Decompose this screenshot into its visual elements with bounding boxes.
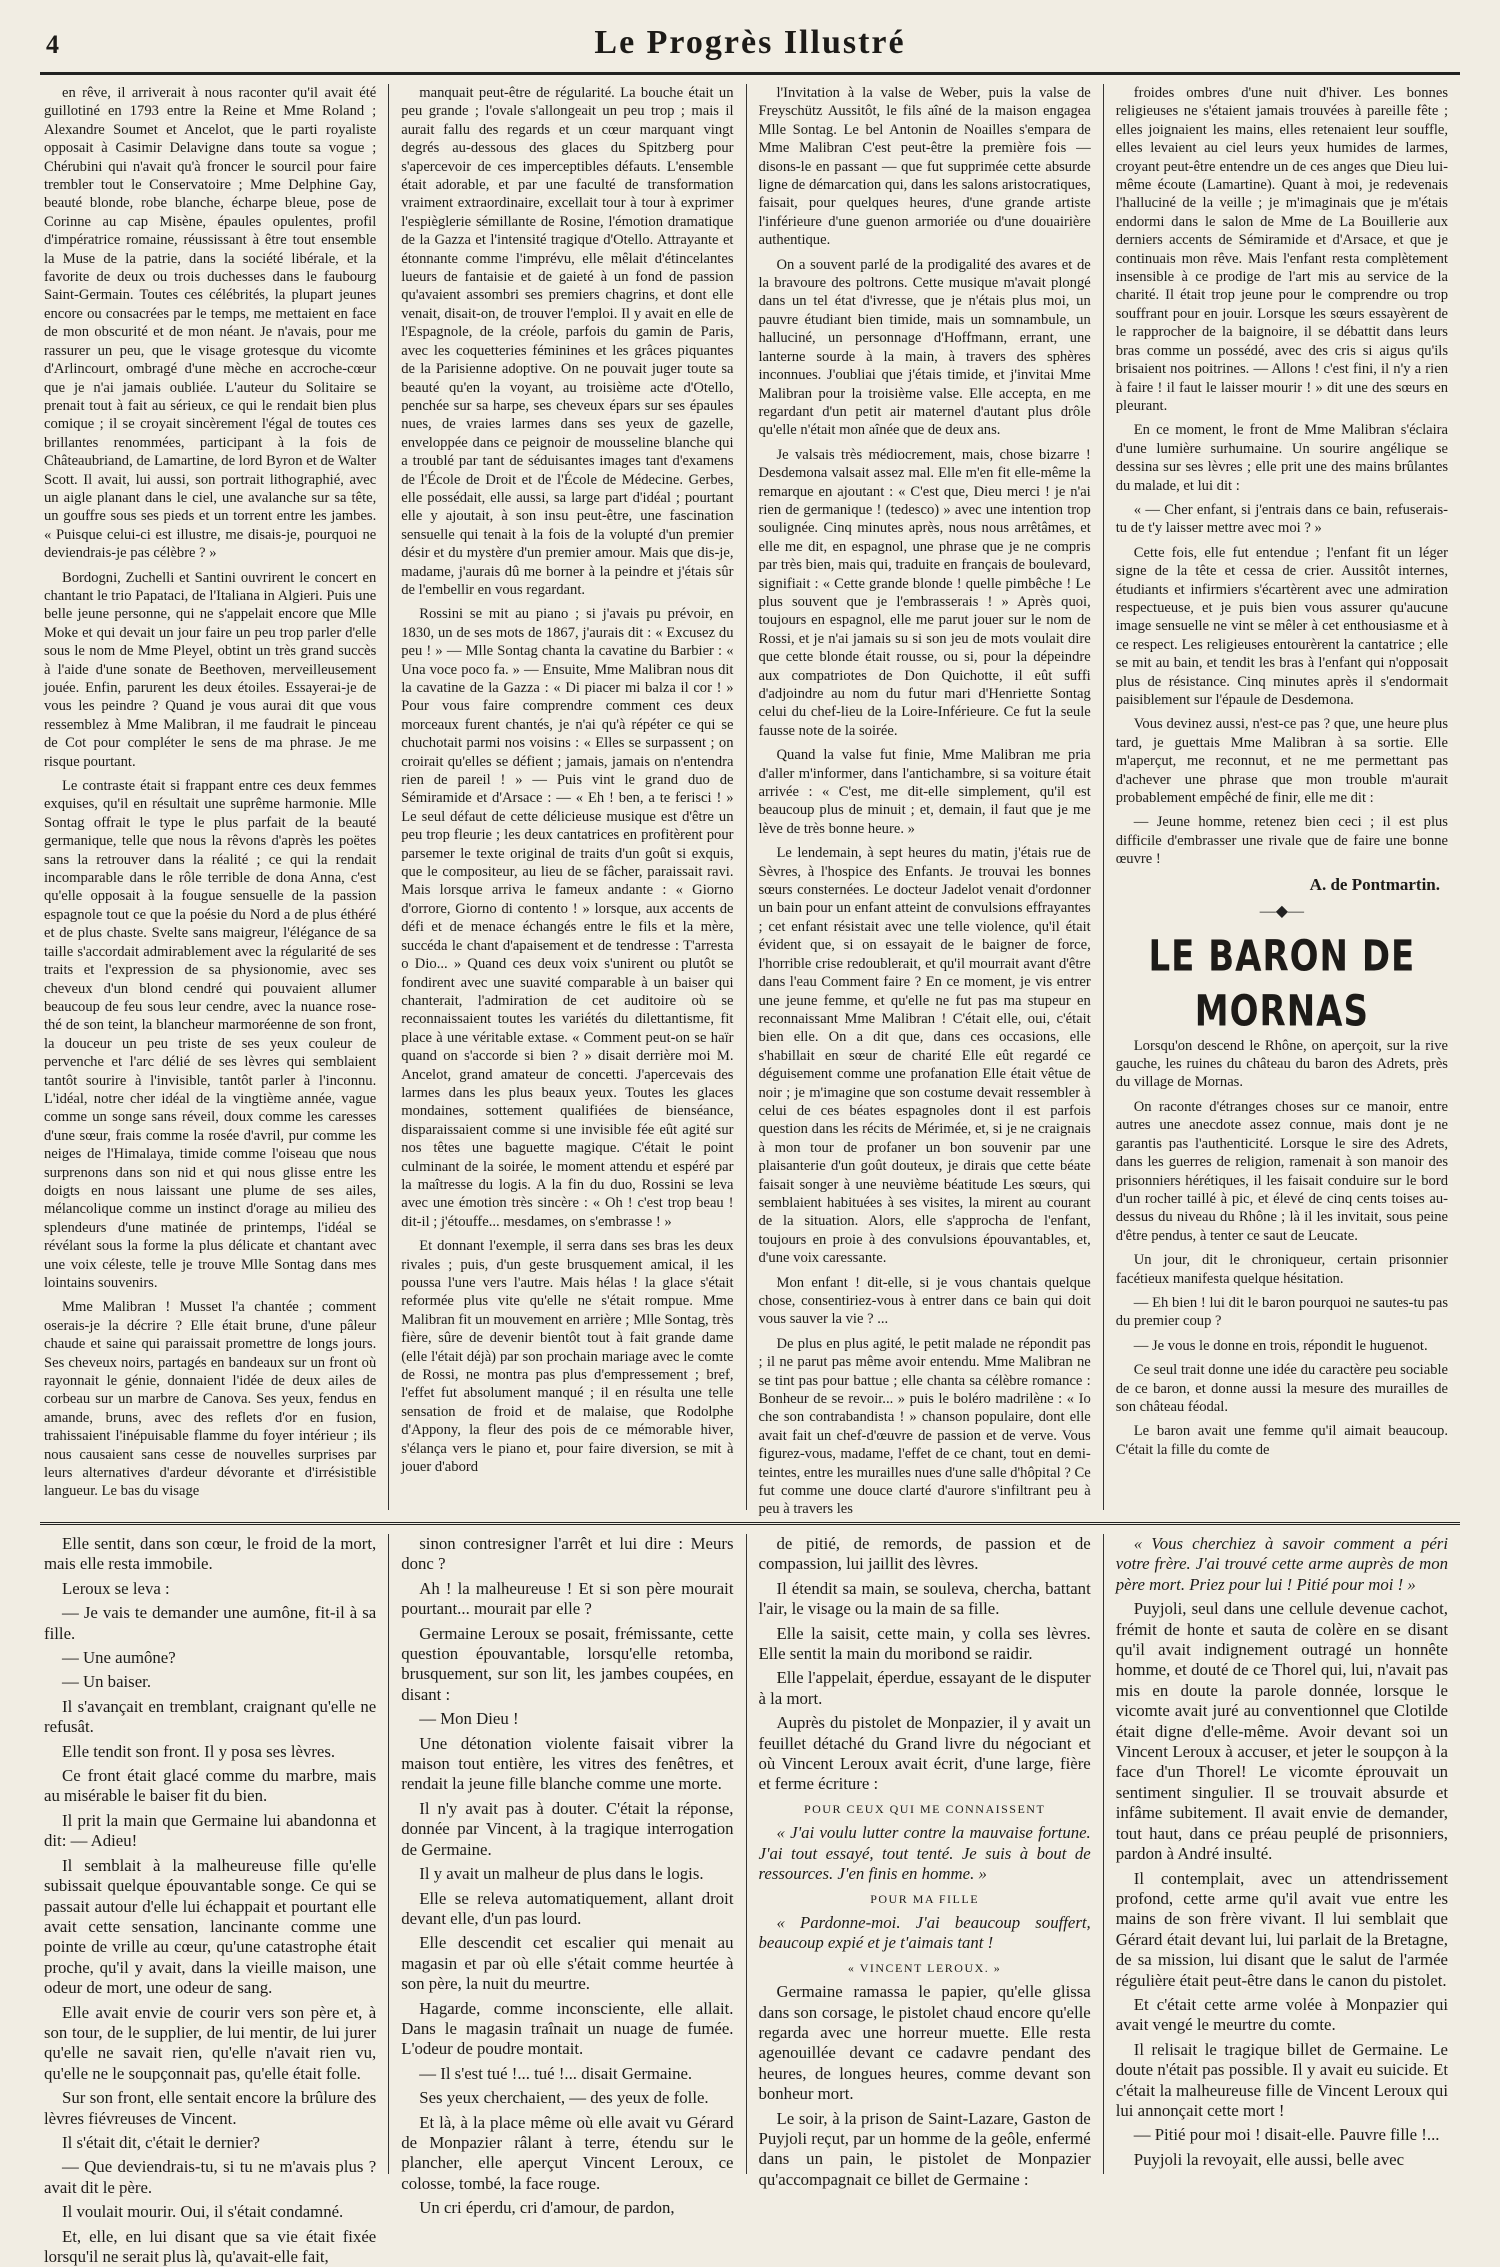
paragraph: — Mon Dieu ! bbox=[419, 1709, 519, 1729]
author-signature: A. de Pontmartin. bbox=[1309, 874, 1440, 894]
paragraph: Quand la valse fut finie, Mme Malibran me pria d'aller m'informer, dans l'antichambre, si sa voiture était arrivée : « C'est, me dit-elle simplement, qu'il est beaucoup plus de minuit ; et, demain, il faut que je me lève de très bonne heure. » bbox=[758, 747, 1091, 837]
upper-column-4 bbox=[1103, 84, 1460, 1510]
paragraph: Il relisait le tragique billet de Germaine. Le doute n'était pas possible. Il y avait eu suicide. Et c'était la malheureuse fille de Vincent Leroux qui lui annonçait cette mort ! bbox=[1115, 2039, 1448, 2120]
paragraph: en rêve, il arriverait à nous raconter qu'il avait été guillotiné en 1793 entre la Reine et Mme Roland ; Alexandre Soumet et Ancelot, que le parti royaliste opposait à Casimir Delavigne dans toute sa vogue ; Chérubini qui n'avait qu'à froncer le sourcil pour faire trembler tout le Conservatoire ; Mme Delphine Gay, beauté blonde, robe blanche, écharpe bleue, pose de Corinne au cap Misène, épaules opulentes, profil d'impératrice romaine, réussissant à être tout ensemble la Muse de la patrie, dans la société libérale, et la favorite de deux ou trois duchesses dans le faubourg Saint-Germain. Toutes ces célébrités, la plupart jeunes encore ou consacrées par le temps, me mettaient en face de mon obscurité et de mon néant. Je n'avais, pour me rassurer un peu, que le visage grotesque du vicomte d'Arlincourt, ombragé d'une mèche en accroche-cœur que je n'ai jamais oubliée. L'auteur du Solitaire se prenait tout à fait au sérieux, ce qui le rendait bien plus comique ; il se croyait sincèrement l'égal de toutes ces brillantes renommées, participant à la fois de Châteaubriand, de Lamartine, de lord Byron et de Walter Scott. Il avait, lui aussi, son portrait lithographié, avec un aigle planant dans le ciel, une avalanche sur sa tête, un gouffre sous ses pieds et un torrent entre les jambes. « Puisque celui-ci est illustre, me disais-je, pourquoi ne deviendrais-je pas célèbre ? » bbox=[44, 85, 377, 562]
paragraph: « J'ai voulu lutter contre la mauvaise fortune. J'ai tout essayé, tout tenté. Je suis à bout de ressources. J'en finis en homme. » bbox=[758, 1823, 1091, 1884]
paragraph: Vous devinez aussi, n'est-ce pas ? que, une heure plus tard, je guettais Mme Malibran à sa sortie. Elle m'aperçut, me reconnut, et ne me permettant pas d'achever une phrase que mon trouble m'aurait probablement empêché de finir, elle me dit : bbox=[1115, 716, 1448, 807]
upper-column-3 bbox=[746, 84, 1103, 1518]
serial-column-2 bbox=[388, 1534, 745, 2218]
paragraph: Et c'était cette arme volée à Monpazier qui avait vengé le meurtre du comte. bbox=[1115, 1994, 1448, 2035]
paragraph: Et, elle, en lui disant que sa vie était fixée lorsqu'il ne serait plus là, qu'avait-elle fait, bbox=[44, 2226, 377, 2266]
paragraph: Il s'était dit, c'était le dernier? bbox=[62, 2132, 261, 2152]
paragraph: POUR MA FILLE bbox=[870, 1891, 980, 1906]
serial-column-4 bbox=[1103, 1534, 1460, 2174]
paragraph: Bordogni, Zuchelli et Santini ouvrirent le concert en chantant le trio Papataci, de l'Italiana in Algieri. Puis une belle jeune personne, qui ne s'appelait encore que Mlle Moke et qui devait un jour faire un peu trop parler d'elle sous le nom de Mme Pleyel, obtint un très grand succès à l'aide d'une sonate de Beethoven, merveilleusement jouée. Enfin, parurent les deux étoiles. Essayerai-je de vous les peindre ? Quand je vous aurai dit que vous ressemblez à Mme Malibran, il me faudrait le pinceau de Cot pour compléter le sens de ma phrase. Je me risque pourtant. bbox=[44, 569, 377, 770]
paragraph: Il semblait à la malheureuse fille qu'elle subissait quelque épouvantable songe. Ce qui se passait autour d'elle lui échappait et pourtant elle avait cette sensation, lancinante comme une pointe de vrille au cœur, qu'une catastrophe était proche, qu'il y avait, dans la vieille maison, une odeur de mort, une odeur de sang. bbox=[44, 1855, 377, 1998]
paragraph: Il voulait mourir. Oui, il s'était condamné. bbox=[62, 2202, 344, 2222]
paragraph: Puyjoli la revoyait, elle aussi, belle avec bbox=[1133, 2149, 1405, 2169]
paragraph: Elle se releva automatiquement, allant droit devant elle, d'un pas lourd. bbox=[401, 1888, 734, 1928]
paragraph: Une détonation violente faisait vibrer la maison tout entière, les vitres des fenêtres, et rendait la jeune fille blanche comme une morte. bbox=[401, 1733, 734, 1794]
paragraph: Je valsais très médiocrement, mais, chose bizarre ! Desdemona valsait assez mal. Elle m'en fit elle-même la remarque en ajoutant : « C'est que, Dieu merci ! je n'ai rien de germanique ! (tedesco) » avec une intention trop soulignée. Cinq minutes après, nous nous arrêtâmes, et elle me dit, en espagnol, une phrase que je ne compris par très bien, mais qui, traduite en français de boulevard, signifiait : « Cette grande blonde ! quelle pimbêche ! Le plus souvent que je l'embrasserais ! » Après quoi, toujours en espagnol, elle me parut jouer sur le nom de Rossi, et je n'ai jamais su si son jeu de mots voulait dire que cette blonde était rousse, ou si, pour la dépeindre aux compatriotes de Don Quichotte, il eût suffi d'adjoindre au nom du futur mari d'Henriette Sontag celui du chef-lieu de la Loire-Inférieure. Ce fut la seule fausse note de la soirée. bbox=[758, 446, 1091, 739]
paragraph: — Il s'est tué !... tué !... disait Germaine. bbox=[419, 2063, 693, 2083]
paragraph: Il contemplait, avec un attendrissement profond, cette arme qu'il avait vue entre les mains de son frère vivant. Il lui semblait que Gérard était devant lui, lui parlait de la Bretagne, de sa mission, lui disant que le salut de l'armée régulière était peut-être dans le canon du pistolet. bbox=[1115, 1868, 1448, 1990]
upper-article-columns bbox=[40, 84, 1460, 1518]
paragraph: Elle l'appelait, éperdue, essayant de le disputer à la mort. bbox=[758, 1668, 1091, 1708]
paragraph: Il étendit sa main, se souleva, chercha, battant l'air, le visage ou la main de sa fille. bbox=[758, 1578, 1091, 1619]
paragraph: Il n'y avait pas à douter. C'était la réponse, donnée par Vincent, à la tragique interrogation de Germaine. bbox=[401, 1798, 734, 1859]
paragraph: de pitié, de remords, de passion et de compassion, lui jaillit des lèvres. bbox=[758, 1534, 1091, 1574]
paragraph: « Pardonne-moi. J'ai beaucoup souffert, beaucoup expié et je t'aimais tant ! bbox=[758, 1912, 1091, 1953]
paragraph: On raconte d'étranges choses sur ce manoir, entre autres une anecdote assez connue, mais dont je ne garantis pas l'authenticité. Lorsque le sire des Adrets, dans les guerres de religion, ramenait à son manoir des prisonniers hérétiques, il les faisait conduire sur le bord d'un rocher taillé à pic, et élevé de cinq cents toises au-dessus du niveau du Rhône ; là il les invitait, sous peine d'être pendus, à tenter ce saut de Leucate. bbox=[1115, 1098, 1448, 1244]
paragraph: Un jour, dit le chroniqueur, certain prisonnier facétieux manifesta quelque hésitation. bbox=[1115, 1252, 1448, 1287]
paragraph: Il prit la main que Germaine lui abandonna et dit: — Adieu! bbox=[44, 1810, 377, 1851]
serial-column-3 bbox=[746, 1534, 1103, 2189]
paragraph: « Vous cherchiez à savoir comment a péri votre frère. J'ai trouvé cette arme auprès de mon père mort. Priez pour lui ! Pitié pour moi ! » bbox=[1115, 1534, 1448, 1594]
paragraph: — Je vais te demander une aumône, fit-il à sa fille. bbox=[44, 1603, 377, 1643]
paragraph: — Pitié pour moi ! disait-elle. Pauvre fille !... bbox=[1133, 2125, 1440, 2145]
paragraph: Le soir, à la prison de Saint-Lazare, Gaston de Puyjoli reçut, par un homme de la geôle, enfermé dans un pain, le pistolet de Monpazier qu'accompagnait ce billet de Germaine : bbox=[758, 2108, 1091, 2189]
upper-column-2 bbox=[388, 84, 745, 1510]
paragraph: Auprès du pistolet de Monpazier, il y avait un feuillet détaché du Grand livre du négociant et où Vincent Leroux avait écrit, d'une large, fière et ferme écriture : bbox=[758, 1713, 1091, 1794]
paragraph: Mme Malibran ! Musset l'a chantée ; comment oserais-je la décrire ? Elle était brune, d'une pâleur chaude et saine qui paraissait promettre de longs jours. Ses cheveux noirs, partagés en bandeaux sur un front où rayonnait le génie, donnaient l'idée de deux ailes de corbeau sur un marbre de Canova. Ses yeux, fendus en amande, bruns, avec des reflets d'or en fusion, trahissaient l'inépuisable flamme du foyer intérieur ; ils nous causaient sans cesse de nouvelles surprises par leurs alternatives d'ardeur dévorante et d'irrésistible langueur. Le bas du visage bbox=[44, 1299, 377, 1500]
paragraph: POUR CEUX QUI ME CONNAISSENT bbox=[803, 1801, 1046, 1816]
paragraph: Elle avait envie de courir vers son père et, à son tour, de le supplier, de lui mentir, de lui jurer qu'elle ne savait rien, qu'elle n'avait rien vu, qu'elle ne le soupçonnait pas, qu'elle était folle. bbox=[44, 2002, 377, 2083]
newspaper-title: Le Progrès Illustré bbox=[594, 24, 906, 61]
paragraph: Lorsqu'on descend le Rhône, on aperçoit, sur la rive gauche, les ruines du château du baron des Adrets, près du village de Mornas. bbox=[1115, 1037, 1448, 1091]
paragraph: Elle la saisit, cette main, y colla ses lèvres. Elle sentit la main du moribond se raidir. bbox=[758, 1623, 1091, 1664]
paragraph: Ce seul trait donne une idée du caractère peu sociable de ce baron, et donne aussi la mesure des murailles de son château féodal. bbox=[1115, 1362, 1448, 1415]
section-ornament: —◆— bbox=[1259, 902, 1305, 920]
paragraph: Le lendemain, à sept heures du matin, j'étais rue de Sèvres, à l'hospice des Enfants. Je trouvai les bonnes sœurs consternées. Le docteur Jadelot venait d'ordonner un bain pour un enfant atteint de convulsions effrayantes ; cet enfant résistait avec une telle violence, qu'il était évident que, si on essayait de le baigner de force, l'horrible crise redoublerait, et qu'il mourrait avant d'être dans l'eau Comment faire ? En ce moment, je vis entrer une jeune femme, et qu'elle ne fut pas ma stupeur en reconnaissant Mme Malibran ! C'était elle, oui, c'était bien elle. On a dit que, dans ces occasions, elle s'habillait en sœur de charité Elle eût regardé ce déguisement comme une profanation Elle était vêtue de noir ; je m'imagine que son costume devait ressembler à celui de ces béates espagnoles dont il est parfois question dans les récits de Mérimée, et, si je ne craignais à mon tour de profaner un bon souvenir par une plaisanterie d'un goût douteux, je dirais que cette béate faisait songer à une neuvième béatitude Les sœurs, qui semblaient habituées à ses visites, la mirent au courant de la situation. Alors, elle s'approcha de l'enfant, toujours en proie à des convulsions épouvantables, et, d'une voix caressante. bbox=[758, 845, 1091, 1267]
paragraph: Germaine Leroux se posait, frémissante, cette question épouvantable, lorsqu'elle retomba, brusquement, sur son lit, les jambes coupées, en disant : bbox=[401, 1623, 734, 1704]
paragraph: « VINCENT LEROUX. » bbox=[847, 1960, 1002, 1975]
paragraph: Hagarde, comme inconsciente, elle allait. Dans le magasin traînait un nuage de fumée. L'odeur de poudre montait. bbox=[401, 1998, 734, 2059]
paragraph: Et là, à la place même où elle avait vu Gérard de Monpazier râlant à terre, étendu sur le plancher, elle aperçut Vincent Leroux, ce colosse, tombé, la face rouge. bbox=[401, 2112, 734, 2193]
paragraph: Et donnant l'exemple, il serra dans ses bras les deux rivales ; puis, d'un geste brusquement amical, il les poussa l'une vers l'autre. Mais hélas ! la glace s'était reformée plus vite qu'elle ne s'était rompue. Mme Malibran fit un mouvement en arrière ; Mlle Sontag, très fière, sûre de devenir bientôt tout à fait grande dame (elle l'était déjà) par son prochain mariage avec le comte de Rossi, ne montra pas plus d'empressement ; bref, l'effet fut absolument manqué ; il en résulta une telle sensation de froid et de malaise, que Rodolphe d'Appony, la fleur des pois de ce mémorable hiver, s'élança vers le piano et, pour faire diversion, se mit à jouer d'abord bbox=[401, 1238, 734, 1476]
serial-column-1 bbox=[40, 1534, 388, 2266]
paragraph: Ses yeux cherchaient, — des yeux de folle. bbox=[419, 2088, 709, 2108]
paragraph: Leroux se leva : bbox=[62, 1578, 170, 1598]
paragraph: Mon enfant ! dit-elle, si je vous chantais quelque chose, consentiriez-vous à entrer dans ce bain qui doit vous sauver la vie ? ... bbox=[758, 1274, 1091, 1328]
paragraph: De plus en plus agité, le petit malade ne répondit pas ; il ne parut pas même avoir entendu. Mme Malibran ne se tint pas pour battue ; elle chanta sa célèbre romance : Bonheur de se revoir... » puis le boléro madrilène : « Io che son contrabandista ! » chanson populaire, dont elle avait fait un chef-d'œuvre de passion et de verve. Vous figurez-vous, madame, l'effet de ce chant, tout en demi-teintes, entre les murailles nues d'une salle d'hôpital ? Ce fut comme une douce clarté d'aurore s'infiltrant peu à peu à travers les bbox=[758, 1335, 1091, 1518]
paragraph: Germaine ramassa le papier, qu'elle glissa dans son corsage, le pistolet chaud encore qu'elle regarda avec une horreur muette. Elle resta agenouillée devant ce cadavre pendant des heures, de longues heures, comme devant son bonheur mort. bbox=[758, 1982, 1091, 2104]
paragraph: Elle descendit cet escalier qui menait au magasin et par où elle s'était comme heurtée à son père, la nuit du meurtre. bbox=[401, 1933, 734, 1994]
paragraph: l'Invitation à la valse de Weber, puis la valse de Freyschütz Aussitôt, le fils aîné de la maison engagea Mlle Sontag. Le bel Antonin de Noailles s'empara de Mme Malibran C'est peut-être la première fois — disons-le en passant — que fut supprimée cette absurde ligne de démarcation qui, dans les salons aristocratiques, faisait, pour quelques heures, d'une grande artiste l'inférieure d'une guenon armoriée ou d'une douairière authentique. bbox=[758, 85, 1091, 249]
paragraph: « — Cher enfant, si j'entrais dans ce bain, refuserais-tu de t'y laisser mettre avec moi ? » bbox=[1115, 501, 1448, 537]
paragraph: — Que deviendrais-tu, si tu ne m'avais plus ? avait dit le père. bbox=[44, 2157, 377, 2197]
paragraph: Cette fois, elle fut entendue ; l'enfant fit un léger signe de la tête et cessa de crier. Aussitôt internes, étudiants et infirmiers s'écartèrent avec une admiration respectueuse, et je puis bien vous assurer qu'aucune image sensuelle ne vint se mêler à cet enthousiasme et à ce respect. Les religieuses entourèrent la cantatrice ; elle se mit au bain, et tendit les bras à l'enfant qui n'opposait plus de résistance. Cinq minutes après il s'endormait paisiblement sur l'épaule de Desdemona. bbox=[1115, 544, 1448, 708]
serial-columns bbox=[40, 1534, 1460, 2266]
header-rule bbox=[40, 72, 1460, 75]
paragraph: Elle tendit son front. Il y posa ses lèvres. bbox=[62, 1741, 336, 1761]
paragraph: — Une aumône? bbox=[62, 1648, 176, 1668]
story-title: LE BARON DE MORNAS bbox=[1148, 931, 1416, 1037]
paragraph: Le baron avait une femme qu'il aimait beaucoup. C'était la fille du comte de bbox=[1115, 1423, 1448, 1458]
paragraph: Ah ! la malheureuse ! Et si son père mourait pourtant... mourait par elle ? bbox=[401, 1578, 734, 1619]
paragraph: — Un baiser. bbox=[62, 1672, 152, 1692]
paragraph: manquait peut-être de régularité. La bouche était un peu grande ; l'ovale s'allongeait un peu trop ; mais il aurait fallu des regards et un cœur marquant vingt degrés au-dessous des glaces du Spitzberg pour s'apercevoir de ces imperceptibles défauts. L'ensemble était adorable, et par une faculté de transformation vraiment extraordinaire, excellait tour à tour à exprimer l'espièglerie sémillante de Rosine, l'émotion dramatique de la Gazza et l'intensité tragique d'Otello. Attrayante et étonnante comme l'imprévu, elle mêlait d'étincelantes lueurs de fantaisie et de gaieté à un fond de passion qu'avaient assombri ses premiers chagrins, et dont elle venait, disait-on, de trouver l'emploi. Il y avait en elle de l'Espagnole, de la créole, parfois du gamin de Paris, avec les coquetteries féminines et les grâces piquantes de la Parisienne adoptive. On ne pouvait juger toute sa beauté qu'en la voyant, au troisième acte d'Otello, penchée sur sa harpe, ses cheveux épars sur ses épaules nues, de vraies larmes dans ses yeux de gazelle, enveloppée dans ce peignoir de mousseline blanche qui a troublé par tant de séduisantes images tant d'examens de l'École de Droit et de l'École de Médecine. Gerbes, elle possédait, elle aussi, sa large part d'idéal ; pourtant elle y ajoutait, à son insu peut-être, une fascination sensuelle qui tenait à la fois de la volupté d'un premier désir et du mystère d'un premier amour. Mais que dis-je, madame, j'aurais dû me borner à la peindre et j'étais sûr de l'embellir en vous regardant. bbox=[401, 85, 734, 598]
paragraph: Il s'avançait en tremblant, craignant qu'elle ne refusât. bbox=[44, 1696, 377, 1737]
page-header bbox=[40, 22, 1460, 68]
paragraph: Puyjoli, seul dans une cellule devenue cachot, frémit de honte et sauta de colère en se disant qu'il avait indignement outragé un honnête homme, et douté de ce Thorel qui, lui, n'avait pas mis en doute la parole donnée, lorsque le vicomte avait juré au conventionnel que Clotilde était digne d'elle-même. Avoir devant soi un Vincent Leroux à accuser, et jeter le soupçon à la face d'un Thorel! Le vicomte éprouvait un sentiment singulier. Il se trouvait absurde et infâme subitement. Il avait envie de demander, tout haut, dans ce préau peuplé de prisonniers, pardon à André insulté. bbox=[1115, 1599, 1448, 1864]
paragraph: Elle sentit, dans son cœur, le froid de la mort, mais elle resta immobile. bbox=[44, 1534, 377, 1574]
paragraph: Sur son front, elle sentait encore la brûlure des lèvres fiévreuses de Vincent. bbox=[44, 2088, 377, 2128]
paragraph: Il y avait un malheur de plus dans le logis. bbox=[419, 1864, 704, 1884]
story-text bbox=[1116, 1037, 1448, 1460]
paragraph: Le contraste était si frappant entre ces deux femmes exquises, qu'il en résultait une suprême harmonie. Mlle Sontag offrait le type le plus parfait de la beauté germanique, telle que nous la rêvons d'après les poëtes sans la retrouver dans la réalité ; ce qui la rendait incomparable dans le rôle terrible de dona Anna, c'est qu'elle opposait à la fougue sensuelle de la passion espagnole tout ce que la poésie du Nord a de plus éthéré et de plus chaste. Svelte sans maigreur, l'élégance de sa taille s'accordait admirablement avec la régularité de ses traits et l'expression de sa physionomie, avec ses cheveux d'un blond cendré qui pouvaient allumer beaucoup de feu sous leur cendre, avec la nuance rose-thé de son teint, la blancheur marmoréenne de son front, la douceur un peu triste de ses yeux couleur de pervenche et l'arc délié de ses lèvres qui semblaient tantôt sourire à l'invisible, tantôt parler à l'inconnu. L'idéal, notre cher idéal de la vingtième année, vague comme un songe sans réveil, doux comme les caresses d'une sœur, frais comme la rosée d'avril, pur comme les neiges de l'Himalaya, timide comme l'oiseau que nous surprenons dans son nid et qui nous glisse entre les doigts en nous laissant une plume de ses ailes, mélancolique comme un instinct d'orage au milieu des splendeurs d'une matinée de printemps, l'idéal se révélant sous la forme la plus délicate et chantant avec une voix céleste, telle je trouve Mlle Sontag dans mes lointains souvenirs. bbox=[44, 778, 377, 1291]
paragraph: En ce moment, le front de Mme Malibran s'éclaira d'une lumière surhumaine. Un sourire angélique se dessina sur ses lèvres ; elle prit une des mains brûlantes du malade, et lui dit : bbox=[1115, 422, 1448, 494]
paragraph: — Je vous le donne en trois, répondit le huguenot. bbox=[1133, 1337, 1428, 1354]
paragraph: — Jeune homme, retenez bien ceci ; il est plus difficile d'embrasser une rivale que de faire une bonne œuvre ! bbox=[1115, 814, 1448, 868]
paragraph: — Eh bien ! lui dit le baron pourquoi ne sautes-tu pas du premier coup ? bbox=[1115, 1294, 1448, 1330]
column-4-text bbox=[1116, 84, 1448, 869]
serial-divider bbox=[40, 1522, 1460, 1525]
paragraph: Un cri éperdu, cri d'amour, de pardon, bbox=[419, 2198, 675, 2218]
paragraph: froides ombres d'une nuit d'hiver. Les bonnes religieuses ne s'étaient jamais trouvées à pareille fête ; elles joignaient les mains, elles retenaient leur souffle, elles levaient au ciel leurs yeux humides de larmes, croyant peut-être entendre un de ces anges que Dieu lui-même écoute (Lamartine). Quant à moi, je redevenais l'halluciné de la veille ; je m'imaginais que je m'étais endormi dans le salon de Mme de La Bouillerie aux derniers accents de Sémiramide et d'Arsace, et que je continuais mon rêve. Mais l'enfant resta complètement insensible à ce prodige de l'art mis au service de la charité. Il était trop jeune pour le comprendre ou trop souffrant pour en jouir. Lorsque les sœurs essayèrent de le rapprocher de la baignoire, il se débattit dans leurs bras comme un possédé, avec des cris si aigus qu'ils brisaient nos poitrines. — Allons ! c'est fini, il n'y a rien à faire ! il faut le laisser mourir ! » dit une des sœurs en pleurant. bbox=[1115, 85, 1448, 414]
paragraph: sinon contresigner l'arrêt et lui dire : Meurs donc ? bbox=[401, 1534, 734, 1574]
page-number: 4 bbox=[46, 30, 59, 59]
upper-column-1 bbox=[40, 84, 388, 1510]
paragraph: Ce front était glacé comme du marbre, mais au misérable le baiser fit du bien. bbox=[44, 1766, 377, 1806]
paragraph: Rossini se mit au piano ; si j'avais pu prévoir, en 1830, un de ses mots de 1867, j'aurais dit : « Excusez du peu ! » — Mlle Sontag chanta la cavatine du Barbier : « Una voce poco fa. » — Ensuite, Mme Malibran nous dit la cavatine de la Gazza : « Di piacer mi balza il cor ! » Pour vous faire comprendre comment ces deux morceaux furent chantés, je n'ai qu'à répéter ce qui se chuchotait parmi nos voisins : « Elles se surpassent ; on croirait qu'elles se défient ; jamais, jamais on n'entendra rien de pareil ! » — Puis vint le grand duo de Sémiramide et d'Arsace : — « Eh ! ben, a te ferisci ! » Le seul défaut de cette délicieuse musique est d'être un peu trop fleurie ; les deux cantatrices en profitèrent pour parsemer le texte original de traits d'un goût si exquis, que le compositeur, au lieu de se fâcher, paraissait ravi. Mais lorsque arriva le fameux andante : « Giorno d'orrore, Giorno di contento ! » lorsque, aux accents de défi et de menace échangés entre le fils et la mère, succéda le chant d'apaisement et de tendresse : T'arresta o Dio... » Quand ces deux voix s'unirent ou plutôt se fondirent avec une suavité comparable à un baiser qui chanterait, l'admiration de cet auditoire où se reconnaissaient toutes les variétés du dilettantisme, fit place à une véritable extase. « Comment peut-on se haïr quand on s'accorde si bien ? » disait derrière moi M. Ancelot, grand amateur de concetti. J'apercevais des larmes dans les plus beaux yeux. Toutes les glaces mondaines, sottement qualifiées de bienséance, disparaissaient comme si une invisible fée eût agité sur nos têtes une baguette magique. C'était le point culminant de la soirée, le moment attendu et espéré par la maîtresse du logis. A la fin du duo, Rossini se leva avec une émotion très sincère : « Oh ! c'est trop beau ! dit-il ; j'étouffe... mesdames, on s'embrasse ! » bbox=[401, 606, 734, 1230]
paragraph: On a souvent parlé de la prodigalité des avares et de la bravoure des poltrons. Cette musique m'avait plongé dans un tel état d'ivresse, que je n'étais plus moi, un pauvre étudiant bien timide, mais un somnambule, un halluciné, un personnage d'Hoffmann, errant, une lanterne sourde à la main, à travers des sphères inconnues. J'oubliai que j'étais timide, et j'invitai Mme Malibran pour la troisième valse. Elle accepta, en me regardant d'un petit air maternel d'autant plus drôle qu'elle n'était mon aînée que de deux ans. bbox=[758, 256, 1091, 439]
